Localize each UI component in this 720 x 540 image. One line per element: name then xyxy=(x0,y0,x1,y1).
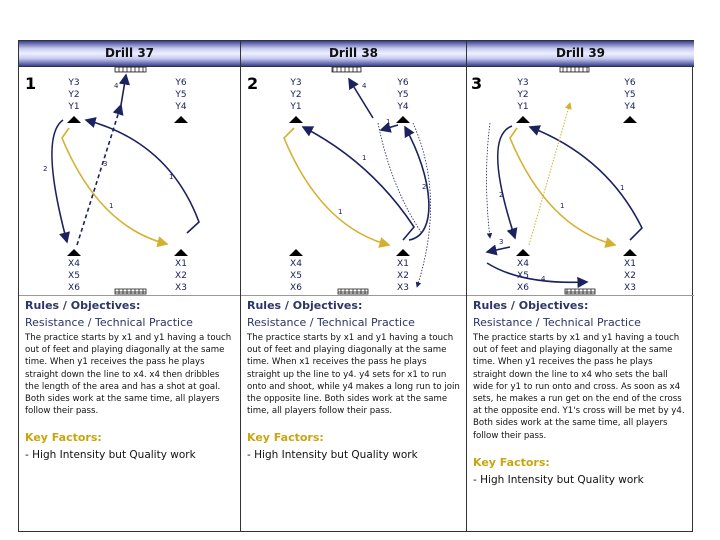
player-label: Y5 xyxy=(175,90,187,100)
player-label: X2 xyxy=(175,271,187,281)
player-label: Y2 xyxy=(290,90,302,100)
drill-39-column xyxy=(467,40,694,532)
player-label: X1 xyxy=(624,259,636,269)
run-arrow xyxy=(284,128,389,245)
pass-arrow xyxy=(303,127,414,240)
drill-diagram xyxy=(241,67,466,296)
drill-title: Drill 39 xyxy=(467,40,694,67)
player-label: X6 xyxy=(517,283,529,293)
practice-type: Resistance / Technical Practice xyxy=(247,316,415,329)
rules-heading: Rules / Objectives: xyxy=(473,299,589,312)
key-factors-heading: Key Factors: xyxy=(247,431,324,445)
pass-number: 1 xyxy=(386,118,391,126)
drills-sheet xyxy=(18,40,693,532)
run-arrow xyxy=(62,128,167,244)
player-label: Y5 xyxy=(624,90,636,100)
player-label: Y4 xyxy=(175,102,187,112)
pass-number: 4 xyxy=(541,275,546,283)
player-label: X1 xyxy=(397,259,409,269)
pass-number: 1 xyxy=(620,184,625,192)
goal-bottom-icon xyxy=(338,289,368,294)
pass-number: 3 xyxy=(499,238,504,246)
pass-number: 1 xyxy=(560,202,565,210)
player-label: Y1 xyxy=(517,102,529,112)
goal-top-icon xyxy=(560,67,589,72)
player-label: X6 xyxy=(290,283,302,293)
pass-number: 3 xyxy=(103,160,108,168)
pass-number: 1 xyxy=(362,154,367,162)
pass-number: 4 xyxy=(114,82,119,90)
cone-icon xyxy=(289,116,303,123)
pass-number: 1 xyxy=(109,202,114,210)
pass-number: 1 xyxy=(338,208,343,216)
player-label: X4 xyxy=(517,259,529,269)
drill-title: Drill 37 xyxy=(19,40,240,67)
key-factor-item: - High Intensity but Quality work xyxy=(473,473,644,486)
cone-icon xyxy=(174,116,188,123)
cone-icon xyxy=(396,249,410,256)
cone-icon xyxy=(174,249,188,256)
diagram-number: 1 xyxy=(25,74,37,93)
drill-description: The practice starts by x1 and y1 having a touch out of feet and playing diagonally at the same time. When y1 receives the pass he plays straight down the line to x4. x4 then dribbles the length of the area and has a shot at goal. Both sides work at the same time, all players follow their pass. xyxy=(25,333,232,417)
player-label: Y1 xyxy=(68,102,80,112)
player-label: X5 xyxy=(290,271,302,281)
practice-type: Resistance / Technical Practice xyxy=(473,316,641,329)
pass-number: 4 xyxy=(362,82,367,90)
key-factor-item: - High Intensity but Quality work xyxy=(247,449,418,462)
key-factors-heading: Key Factors: xyxy=(473,455,550,469)
run-arrow xyxy=(510,128,615,245)
diagram-number: 3 xyxy=(471,74,483,93)
player-label: Y3 xyxy=(68,78,80,88)
player-label: Y6 xyxy=(397,78,409,88)
player-label: X2 xyxy=(397,271,409,281)
player-label: X2 xyxy=(624,271,636,281)
player-label: X3 xyxy=(624,283,636,293)
cone-icon xyxy=(623,116,637,123)
key-factors-heading: Key Factors: xyxy=(25,431,102,445)
pass-arrow xyxy=(86,120,199,233)
run-path-dotted xyxy=(487,123,491,238)
player-label: Y4 xyxy=(397,102,409,112)
player-label: Y6 xyxy=(175,78,187,88)
player-label: X6 xyxy=(68,283,80,293)
drill-38-column xyxy=(241,40,467,532)
goal-bottom-icon xyxy=(565,289,595,294)
goal-top-icon xyxy=(115,67,146,72)
pass-number: 2 xyxy=(422,183,427,191)
rules-heading: Rules / Objectives: xyxy=(247,299,363,312)
drill-diagram xyxy=(19,67,240,296)
pass-arrow xyxy=(487,247,510,252)
run-path-dotted xyxy=(378,123,421,232)
diagram-number: 2 xyxy=(247,74,259,93)
player-label: Y2 xyxy=(68,90,80,100)
player-label: Y6 xyxy=(624,78,636,88)
player-label: X4 xyxy=(68,259,80,269)
practice-type: Resistance / Technical Practice xyxy=(25,316,193,329)
player-label: X4 xyxy=(290,259,302,269)
cone-icon xyxy=(396,116,410,123)
player-label: Y5 xyxy=(397,90,409,100)
cone-icon xyxy=(67,249,81,256)
cone-icon xyxy=(623,249,637,256)
pass-arrow xyxy=(52,120,67,242)
shot-arrow xyxy=(121,75,126,105)
player-label: Y3 xyxy=(517,78,529,88)
shot-arrow xyxy=(349,79,373,118)
drill-description: The practice starts by x1 and y1 having a touch out of feet and playing diagonally at the same time. When y1 receives the pass he plays straight down the line to x4 who sets the ball wide for y1 to run onto and cross. As soon as x4 sets, he makes a run get on the end of the cross at the opposite end. Y1's cross will be met by y4. Both sides work at the same time, all players follow their pass. xyxy=(473,333,685,441)
player-label: X5 xyxy=(68,271,80,281)
dribble-arrow xyxy=(77,105,121,245)
player-label: X3 xyxy=(397,283,409,293)
player-label: X3 xyxy=(175,283,187,293)
cone-icon xyxy=(516,116,530,123)
player-label: Y2 xyxy=(517,90,529,100)
rules-heading: Rules / Objectives: xyxy=(25,299,141,312)
pass-number: 2 xyxy=(43,165,48,173)
player-label: Y1 xyxy=(290,102,302,112)
goal-bottom-icon xyxy=(115,289,146,294)
pass-number: 1 xyxy=(169,173,174,181)
drill-description: The practice starts by x1 and y1 having a touch out of feet and playing diagonally at the same time. When x1 receives the pass he plays straight up the line to y4. y4 sets for x1 to run onto and shoot, while y4 makes a long run to join the opposite line. Both sides work at the same time, all players follow their pass. xyxy=(247,333,460,417)
cone-icon xyxy=(67,116,81,123)
player-label: X5 xyxy=(517,271,529,281)
run-arrow xyxy=(487,263,587,282)
cross-arrow-dotted xyxy=(529,103,570,245)
player-label: X1 xyxy=(175,259,187,269)
drill-37-column xyxy=(19,40,241,532)
pass-number: 2 xyxy=(499,191,504,199)
key-factor-item: - High Intensity but Quality work xyxy=(25,449,196,462)
player-label: Y3 xyxy=(290,78,302,88)
player-label: Y4 xyxy=(624,102,636,112)
cone-icon xyxy=(289,249,303,256)
drill-diagram xyxy=(467,67,694,296)
drill-title: Drill 38 xyxy=(241,40,466,67)
cone-icon xyxy=(516,249,530,256)
goal-top-icon xyxy=(332,67,361,72)
